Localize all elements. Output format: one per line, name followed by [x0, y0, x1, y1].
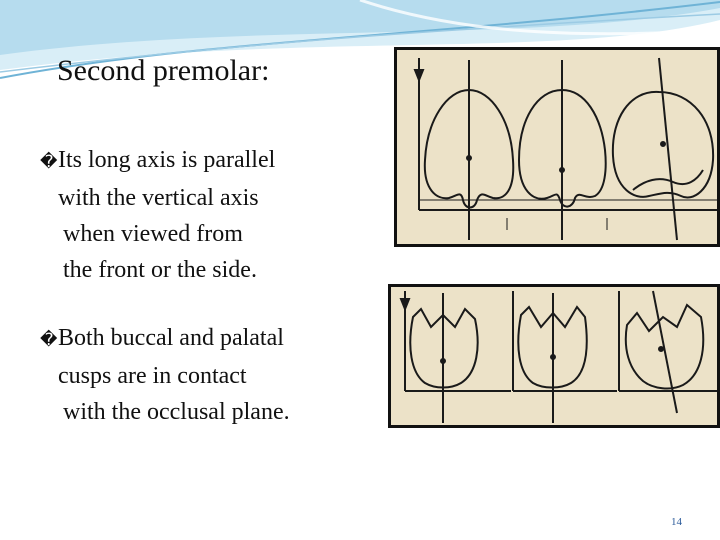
bullet-line: with the vertical axis: [58, 185, 259, 211]
bullet-line: Both buccal and palatal: [58, 325, 284, 351]
premolar-cusp-outline-icon: [391, 287, 717, 425]
premolar-crown-outline-icon: [397, 50, 717, 244]
bullet-line: cusps are in contact: [58, 363, 247, 389]
slide-title: Second premolar:: [57, 54, 270, 87]
bullet-long-axis: [40, 142, 275, 288]
bullet-glyph: �: [40, 330, 58, 350]
tooth-axis-figure-side: [388, 284, 720, 428]
bullet-line: with the occlusal plane.: [63, 399, 290, 425]
bullet-cusps: [40, 320, 290, 430]
bullet-line: when viewed from: [63, 221, 243, 247]
tooth-axis-figure-front: [394, 47, 720, 247]
bullet-glyph: �: [40, 152, 58, 172]
bullet-line: Its long axis is parallel: [58, 147, 276, 173]
bullet-line: the front or the side.: [63, 257, 257, 283]
page-number: 14: [671, 516, 682, 528]
